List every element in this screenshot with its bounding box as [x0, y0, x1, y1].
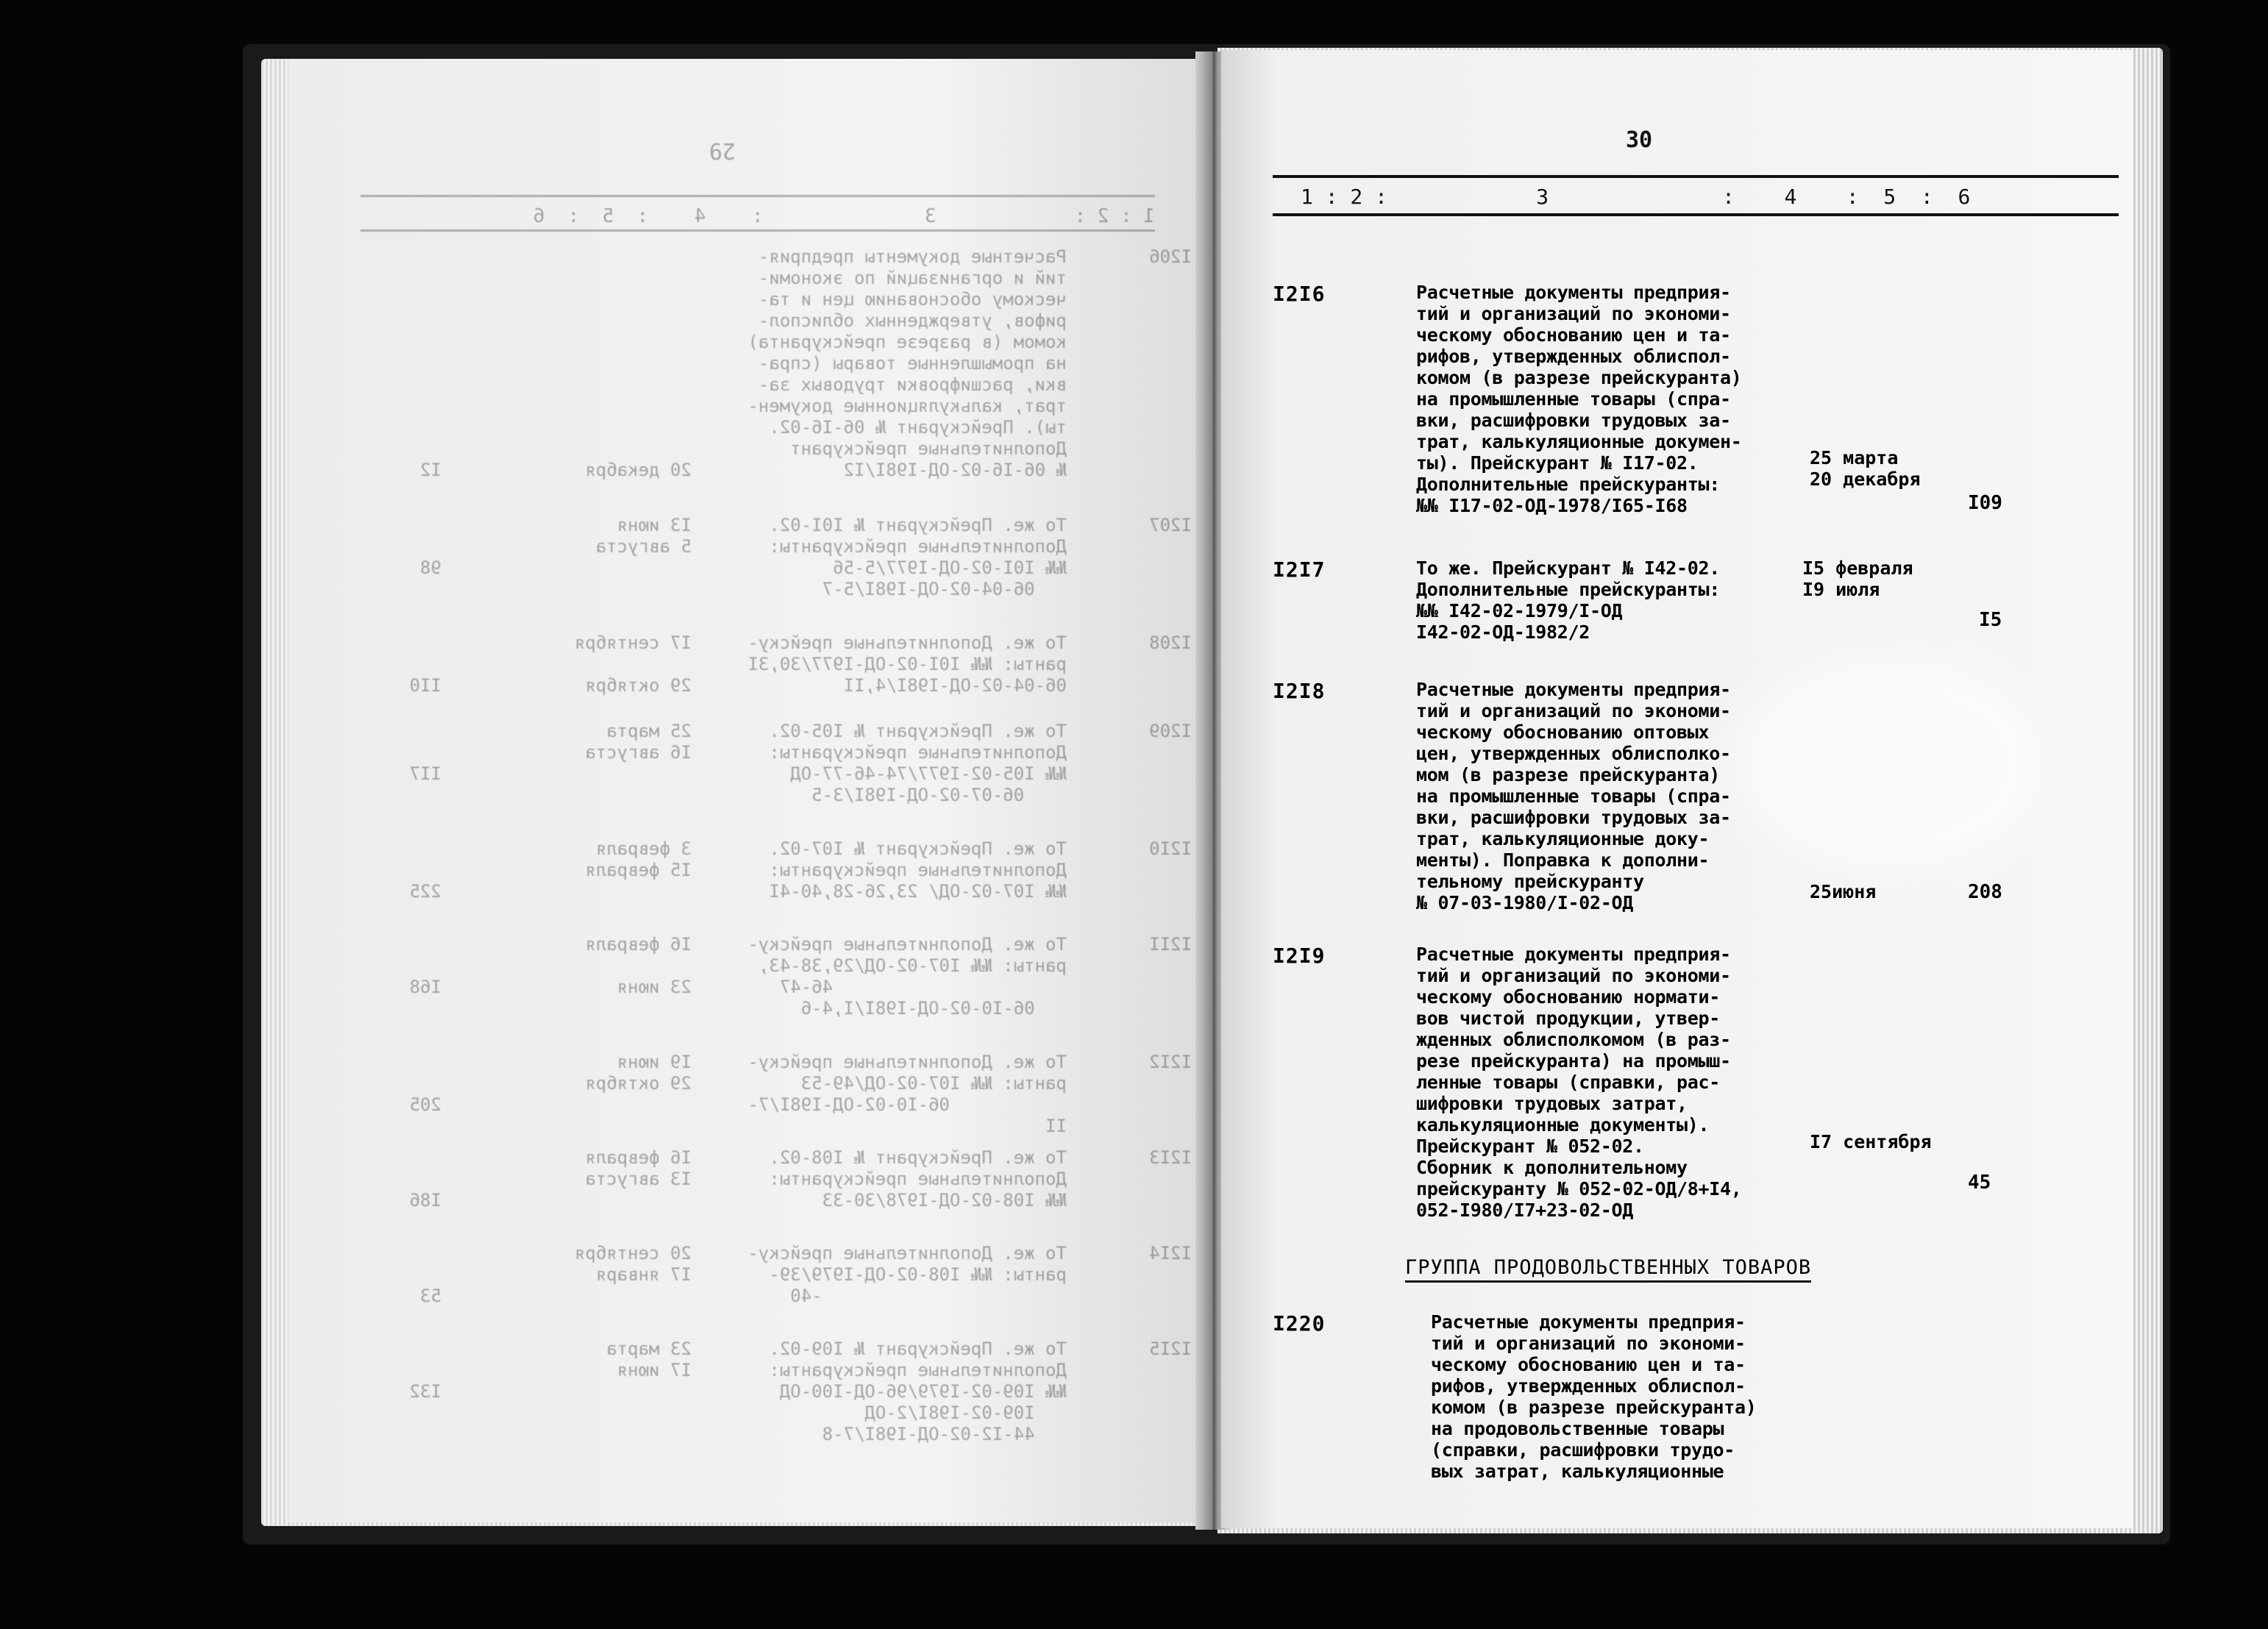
entry-line: на промышленные товары (спра-	[1416, 785, 1731, 807]
ghost-count: 225	[409, 881, 441, 902]
entry-dates	[1810, 1131, 1932, 1152]
ghost-count: I86	[409, 1190, 441, 1211]
ghost-date: I9 июня 29 октября	[585, 1052, 692, 1094]
entry-code: I220	[1273, 1311, 1326, 1336]
entry-dates	[1810, 447, 1921, 490]
ghost-date: 23 марта I7 июня	[606, 1339, 692, 1380]
entry-line: вов чистой продукции, утвер-	[1416, 1008, 1721, 1029]
ghost-count: I32	[409, 1381, 441, 1402]
ghost-text: То же. Дополнительные прейску- ранты: №№ I07-02-ОД/49-53 06-I0-02-ОД-I98I/7-II	[747, 1052, 1067, 1136]
entry-line: цен, утвержденных облисполко-	[1416, 743, 1731, 764]
entry-date: 25июня	[1810, 881, 1877, 902]
ghost-date: I7 сентября 29 октября	[575, 632, 692, 696]
entry-code: I2I9	[1273, 944, 1326, 968]
ghost-code: I209	[1149, 721, 1192, 741]
entry-sheet-count: I09	[1968, 492, 2002, 514]
entry-line: тельному прейскуранту	[1416, 871, 1644, 892]
entry-line: тий и организаций по экономи-	[1416, 303, 1731, 324]
ghost-count: II0	[409, 675, 441, 696]
ghost-text: То же. Прейскурант № I05-02. Дополнительные прейскуранты: №№ I05-02-I977/74-46-77-ОД 06-07-02-ОД-I98I/3-5	[769, 721, 1067, 805]
ghost-code: I206	[1149, 246, 1192, 267]
ghost-count: 53	[420, 1286, 441, 1306]
entry-code: I2I8	[1273, 679, 1326, 703]
entry-line: рифов, утвержденных облиспол-	[1416, 346, 1731, 367]
entry-line: ленные товары (справки, рас-	[1416, 1072, 1721, 1093]
entry-date: I5 февраля	[1802, 557, 1913, 579]
entry-line: №№ I17-02-ОД-1978/I65-I68	[1416, 495, 1688, 516]
entry-line: Расчетные документы предприя-	[1416, 282, 1731, 303]
entry-line: I42-02-ОД-1982/2	[1416, 621, 1590, 643]
entry-code: I2I7	[1273, 557, 1326, 582]
ghost-count: 98	[420, 557, 441, 578]
entry-line: №№ I42-02-1979/I-ОД	[1416, 600, 1623, 621]
left-page	[288, 59, 1206, 1522]
ghost-count: 205	[409, 1094, 441, 1115]
entry-line: тий и организаций по экономи-	[1416, 700, 1731, 721]
ghost-code: I2I2	[1149, 1052, 1192, 1072]
entry-line: тий и организаций по экономи-	[1431, 1333, 1746, 1354]
ghost-text: То же. Прейскурант № I07-02. Дополнительные прейскуранты: №№ I07-02-ОД/ 23,26-28,40-4I	[769, 838, 1067, 902]
entry-date: I9 июля	[1802, 579, 1880, 600]
ghost-code: I2I3	[1149, 1147, 1192, 1168]
ghost-date: 20 декабря	[585, 460, 692, 480]
ghost-text: То же. Дополнительные прейску- ранты: №№ I08-02-ОД-I979/39- -40	[747, 1243, 1067, 1306]
ghost-text: То же. Дополнительные прейску- ранты: №№ I07-02-ОД/29,38-43, 46-47 06-I0-02-ОД-I98I/I,4-6	[747, 934, 1067, 1019]
entry-line: на промышленные товары (спра-	[1416, 388, 1731, 410]
ghost-count: II7	[409, 763, 441, 784]
entry-code: I2I6	[1273, 282, 1326, 306]
entry-line: ческому обоснованию цен и та-	[1416, 324, 1731, 346]
ghost-date: I6 февраля 23 июня	[585, 934, 692, 997]
entry-line: Прейскурант № 052-02.	[1416, 1136, 1644, 1157]
entry-line: рифов, утвержденных облиспол-	[1431, 1375, 1746, 1397]
ghost-rule-top	[360, 195, 1155, 197]
entry-line: комом (в разрезе прейскуранта)	[1431, 1397, 1757, 1418]
ghost-code: I208	[1149, 632, 1192, 653]
ghost-date: I6 февраля I3 августа	[585, 1147, 692, 1189]
entry-line: вки, расшифровки трудовых за-	[1416, 807, 1731, 828]
entry-description	[1416, 679, 1828, 913]
column-header: 1 : 2 : 3 : 4 : 5 : 6	[1301, 185, 1971, 209]
entry-description	[1431, 1311, 1843, 1482]
header-rule-bottom	[1273, 213, 2119, 216]
entry-description	[1416, 944, 1828, 1221]
entry-description	[1416, 282, 1828, 516]
ghost-code: I2II	[1149, 934, 1192, 955]
ghost-text: То же. Прейскурант № I09-02. Дополнительные прейскуранты: №№ I09-02-I979/96-ОД-I00-ОД I09-02-I98I/2-ОД 44-I2-02-ОД-I98I/7-8	[769, 1339, 1067, 1444]
entry-line: Расчетные документы предприя-	[1431, 1311, 1746, 1333]
entry-line: трат, калькуляционные доку-	[1416, 828, 1710, 849]
ghost-code: I2I5	[1149, 1339, 1192, 1359]
entry-date: I7 сентября	[1810, 1131, 1932, 1152]
header-rule-top	[1273, 175, 2119, 178]
ghost-rule-bottom	[360, 229, 1155, 232]
right-page	[1221, 50, 2133, 1528]
entry-line: Расчетные документы предприя-	[1416, 679, 1731, 700]
ghost-date: 3 февраля I5 февраля	[585, 838, 692, 880]
entry-line: Расчетные документы предприя-	[1416, 944, 1731, 965]
entry-description	[1416, 557, 1828, 643]
entry-line: мом (в разрезе прейскуранта)	[1416, 764, 1721, 785]
ghost-text: То же. Дополнительные прейску- ранты: №№ I0I-02-ОД-I977/30,3I 06-04-02-ОД-I98I/4,II	[747, 632, 1067, 696]
entry-sheet-count: 45	[1968, 1172, 1991, 1194]
entry-dates	[1802, 557, 1913, 600]
entry-line: на продовольственные товары	[1431, 1418, 1724, 1439]
entry-line: вых затрат, калькуляционные	[1431, 1461, 1724, 1482]
entry-line: трат, калькуляционные докумен-	[1416, 431, 1742, 452]
ghost-page-number: 29	[708, 138, 736, 163]
left-page-bleed-through	[288, 59, 1206, 1522]
entry-line: калькуляционные документы).	[1416, 1114, 1710, 1136]
entry-line: ческому обоснованию нормати-	[1416, 986, 1721, 1008]
entry-line: тий и организаций по экономи-	[1416, 965, 1731, 986]
ghost-date: I3 июня 5 августа	[595, 515, 692, 557]
entry-line: Дополнительные прейскуранты:	[1416, 579, 1721, 600]
entry-line: ческому обоснованию оптовых	[1416, 721, 1710, 743]
entry-line: № 07-03-1980/I-02-ОД	[1416, 892, 1634, 913]
entry-line: Сборник к дополнительному	[1416, 1157, 1688, 1178]
ghost-date: 25 марта I6 августа	[585, 721, 692, 763]
ghost-count: I2	[420, 460, 441, 480]
page-number: 30	[1626, 127, 1653, 153]
ghost-column-header: 1 : 2 : 3 : 4 : 5 : 6	[533, 205, 1155, 227]
group-heading: ГРУППА ПРОДОВОЛЬСТВЕННЫХ ТОВАРОВ	[1405, 1256, 1811, 1283]
entry-line: То же. Прейскурант № I42-02.	[1416, 557, 1721, 579]
ghost-code: I207	[1149, 515, 1192, 535]
ghost-count: I68	[409, 977, 441, 997]
entry-line: прейскуранту № 052-02-ОД/8+I4,	[1416, 1178, 1742, 1200]
ghost-text: То же. Прейскурант № I0I-02. Дополнительные прейскуранты: №№ I0I-02-ОД-I977/5-56 06-04-02-ОД-I98I/5-7	[769, 515, 1067, 599]
entry-line: Дополнительные прейскуранты:	[1416, 474, 1721, 495]
entry-date: 25 марта	[1810, 447, 1899, 468]
entry-line: менты). Поправка к дополни-	[1416, 849, 1710, 871]
entry-line: ческому обоснованию цен и та-	[1431, 1354, 1746, 1375]
entry-line: жденных облисполкомом (в раз-	[1416, 1029, 1731, 1050]
ghost-date: 20 сентября I7 января	[575, 1243, 692, 1285]
entry-dates	[1810, 881, 1876, 902]
ghost-code: I2I0	[1149, 838, 1192, 859]
entry-line: вки, расшифровки трудовых за-	[1416, 410, 1731, 431]
ghost-text: Расчетные документы предприя- тий и организаций по экономи- ческому обоснованию цен и та- рифов, утвержденных облиспол- комом (в разрезе прейскуранта) на промышленные товары (спра- вки, расшифровки трудовых за- трат, калькуляционные докумен- ты). Прейскурант № 06-I6-02. Дополнительные прейскурант № 06-I6-02-ОД-I98I/I2	[747, 246, 1067, 480]
entry-line: (справки, расшифровки трудо-	[1431, 1439, 1735, 1461]
entry-line: 052-I980/I7+23-02-ОД	[1416, 1200, 1634, 1221]
entry-sheet-count: I5	[1979, 609, 2002, 631]
entry-line: резе прейскуранта) на промыш-	[1416, 1050, 1731, 1072]
ghost-code: I2I4	[1149, 1243, 1192, 1263]
entry-line: комом (в разрезе прейскуранта)	[1416, 367, 1742, 388]
entry-sheet-count: 208	[1968, 881, 2002, 903]
entry-line: ты). Прейскурант № I17-02.	[1416, 452, 1699, 474]
entry-line: шифровки трудовых затрат,	[1416, 1093, 1688, 1114]
ghost-text: То же. Прейскурант № I08-02. Дополнительные прейскуранты: №№ I08-02-ОД-I978/30-33	[769, 1147, 1067, 1211]
entry-date: 20 декабря	[1810, 468, 1921, 490]
